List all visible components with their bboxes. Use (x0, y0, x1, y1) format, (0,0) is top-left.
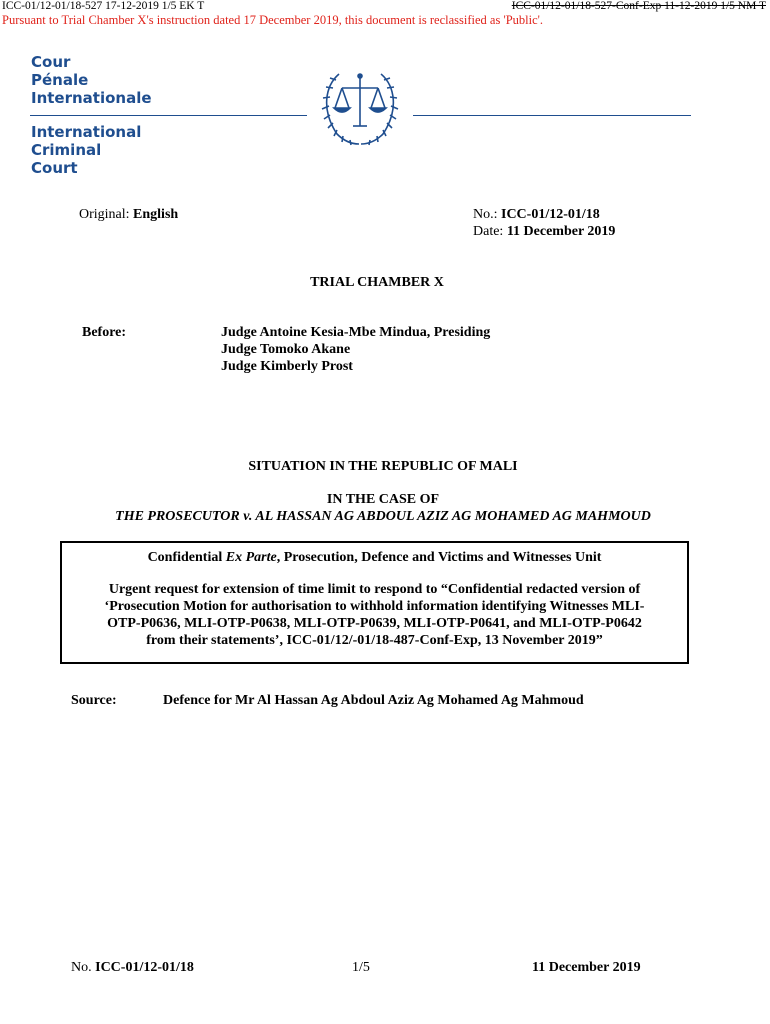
footer-no-label: No. (71, 960, 92, 975)
icc-scales-emblem-icon (309, 64, 411, 146)
original-language (79, 206, 178, 223)
header-stamp-left: ICC-01/12-01/18-527 17-12-2019 1/5 EK T (2, 0, 205, 12)
case-name: THE PROSECUTOR v. AL HASSAN AG ABDOUL AZIZ AG MOHAMED AG MAHMOUD (115, 509, 651, 524)
court-name-english (31, 123, 141, 177)
classification-italic: Ex Parte (225, 550, 277, 565)
before-label: Before: (82, 325, 127, 340)
court-name-french (31, 53, 152, 107)
footer-case-number (71, 959, 194, 976)
document-title-content (62, 549, 687, 649)
judge-name: Judge Kimberly Prost (221, 359, 353, 374)
document-title-line: from their statements’, ICC-01/12/-01/18-487-Conf-Exp, 13 November 2019” (146, 633, 603, 648)
classification-prefix: Confidential (147, 550, 226, 565)
court-name-french-line: Cour (31, 53, 71, 71)
judge-name: Judge Tomoko Akane (221, 342, 351, 357)
classification-suffix: , Prosecution, Defence and Victims and Witnesses Unit (276, 550, 602, 565)
case-number (473, 206, 600, 223)
original-label: Original: (79, 207, 130, 222)
case-number-label: No.: (473, 207, 498, 222)
court-name-english-line: Court (31, 159, 78, 177)
source-value: Defence for Mr Al Hassan Ag Abdoul Aziz Ag Mohamed Ag Mahmoud (163, 693, 584, 708)
case-number-value: ICC-01/12-01/18 (501, 207, 600, 222)
source-label: Source: (71, 693, 117, 708)
logo-rule-right (413, 115, 691, 116)
footer-page-number: 1/5 (352, 960, 370, 975)
situation-title: SITUATION IN THE REPUBLIC OF MALI (248, 459, 518, 474)
original-value: English (133, 207, 179, 222)
header-stamp-right: ICC-01/12-01/18-527-Conf-Exp 11-12-2019 1/5 NM T (511, 0, 766, 12)
court-name-english-line: Criminal (31, 141, 102, 159)
document-title-line: ‘Prosecution Motion for authorisation to withhold information identifying Witnesses MLI- (104, 599, 645, 614)
court-name-french-line: Pénale (31, 71, 89, 89)
reclassification-notice: Pursuant to Trial Chamber X's instruction dated 17 December 2019, this document is reclassified as 'Public'. (2, 13, 544, 27)
document-date-label: Date: (473, 224, 504, 239)
logo-rule-left (30, 115, 307, 116)
footer-date: 11 December 2019 (532, 960, 641, 975)
court-name-french-line: Internationale (31, 89, 152, 107)
document-date (473, 223, 615, 240)
case-intro: IN THE CASE OF (326, 492, 440, 507)
document-title-line: OTP-P0636, MLI-OTP-P0638, MLI-OTP-P0639, MLI-OTP-P0641, and MLI-OTP-P0642 (107, 616, 642, 631)
court-name-english-line: International (31, 123, 142, 141)
document-title-line: Urgent request for extension of time limit to respond to “Confidential redacted version of (108, 582, 641, 597)
footer-no-value: ICC-01/12-01/18 (95, 960, 194, 975)
classification-line (62, 549, 687, 566)
document-date-value: 11 December 2019 (506, 224, 616, 239)
document-title-box (60, 541, 689, 664)
judge-list (221, 324, 490, 375)
judge-name: Judge Antoine Kesia-Mbe Mindua, Presiding (221, 325, 491, 340)
chamber-title: TRIAL CHAMBER X (310, 275, 444, 290)
